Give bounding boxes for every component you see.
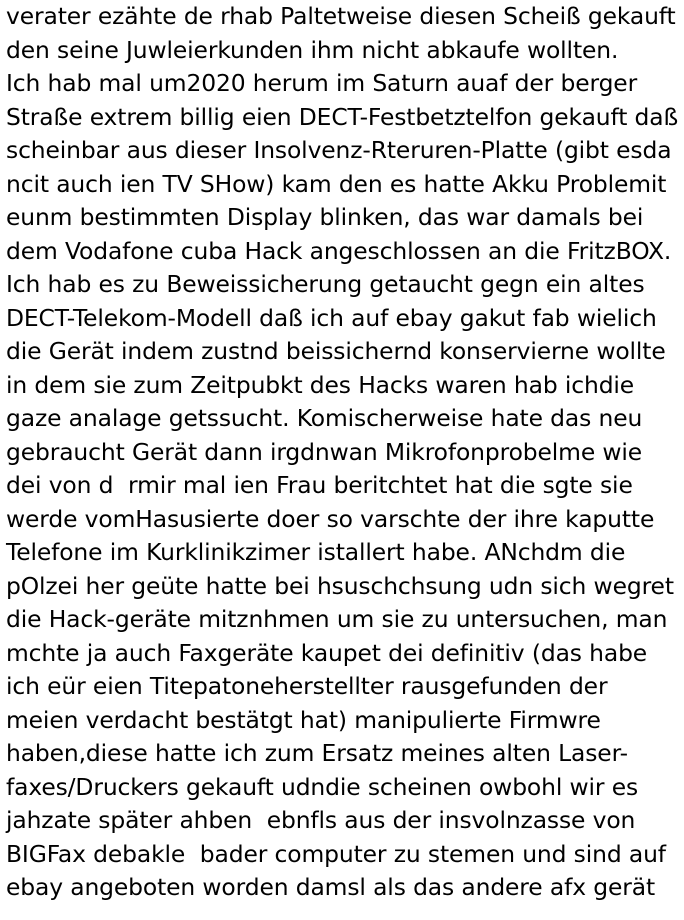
- text-line: gaze analage getssucht. Komischerweise hate das neu: [6, 404, 643, 432]
- text-line: in dem sie zum Zeitpubkt des Hacks waren hab ichdie: [6, 370, 635, 399]
- document-body-text: [6, 0, 684, 905]
- text-line: jahzate später ahben ebnfls aus der insvolnzasse von: [6, 806, 636, 834]
- text-line: dei von d rmir mal ien Frau beritchtet hat die sgte sie: [6, 471, 633, 499]
- text-line: verater ezähte de rhab Paltetweise diesen Scheiß gekauft: [6, 2, 676, 30]
- text-line: Ich hab es zu Beweissicherung getaucht gegn ein altes: [6, 270, 645, 298]
- text-line: Telefone im Kurklinikzimer istallert habe. ANchdm die: [6, 538, 626, 566]
- text-line: eunm bestimmten Display blinken, das war damals bei: [6, 203, 644, 231]
- text-line: ebay angeboten worden damsl als das andere afx gerät: [6, 873, 656, 901]
- text-line: meien verdacht bestätgt hat) manipulierte Firmwre: [6, 705, 601, 734]
- text-line: ncit auch ien TV SHow) kam den es hatte Akku Problemit: [6, 169, 667, 198]
- text-line: faxes/Druckers gekauft udndie scheinen owbohl wir es: [6, 772, 639, 801]
- text-line: mchte ja auch Faxgeräte kaupet dei definitiv (das habe: [6, 638, 648, 667]
- text-line: den seine Juwleierkunden ihm nicht abkaufe wollten.: [6, 35, 619, 64]
- text-line: Ich hab mal um2020 herum im Saturn auaf der berger: [6, 69, 638, 97]
- text-line: DECT-Telekom-Modell daß ich auf ebay gakut fab wielich: [6, 303, 657, 332]
- text-line: werde vomHasusierte doer so varschte der ihre kaputte: [6, 504, 655, 533]
- text-line: gebraucht Gerät dann irgdnwan Mikrofonprobelme wie: [6, 437, 643, 466]
- text-line: scheinbar aus dieser Insolvenz-Rteruren-Platte (gibt esda: [6, 136, 672, 164]
- text-line: dem Vodafone cuba Hack angeschlossen an die FritzBOX.: [6, 236, 672, 265]
- text-line: haben,diese hatte ich zum Ersatz meines alten Laser-: [6, 739, 628, 767]
- text-line: BIGFax debakle bader computer zu stemen und sind auf: [6, 839, 666, 868]
- text-line: die Gerät indem zustnd beissichernd konservierne wollte: [6, 337, 666, 365]
- text-line: Straße extrem billig eien DECT-Festbetztelfon gekauft daß: [6, 102, 679, 131]
- text-line: die Hack-geräte mitznhmen um sie zu untersuchen, man: [6, 605, 668, 633]
- text-line: ich eür eien Titepatoneherstellter rausgefunden der: [6, 672, 608, 700]
- text-line: pOlzei her geüte hatte bei hsuschchsung udn sich wegret: [6, 571, 674, 600]
